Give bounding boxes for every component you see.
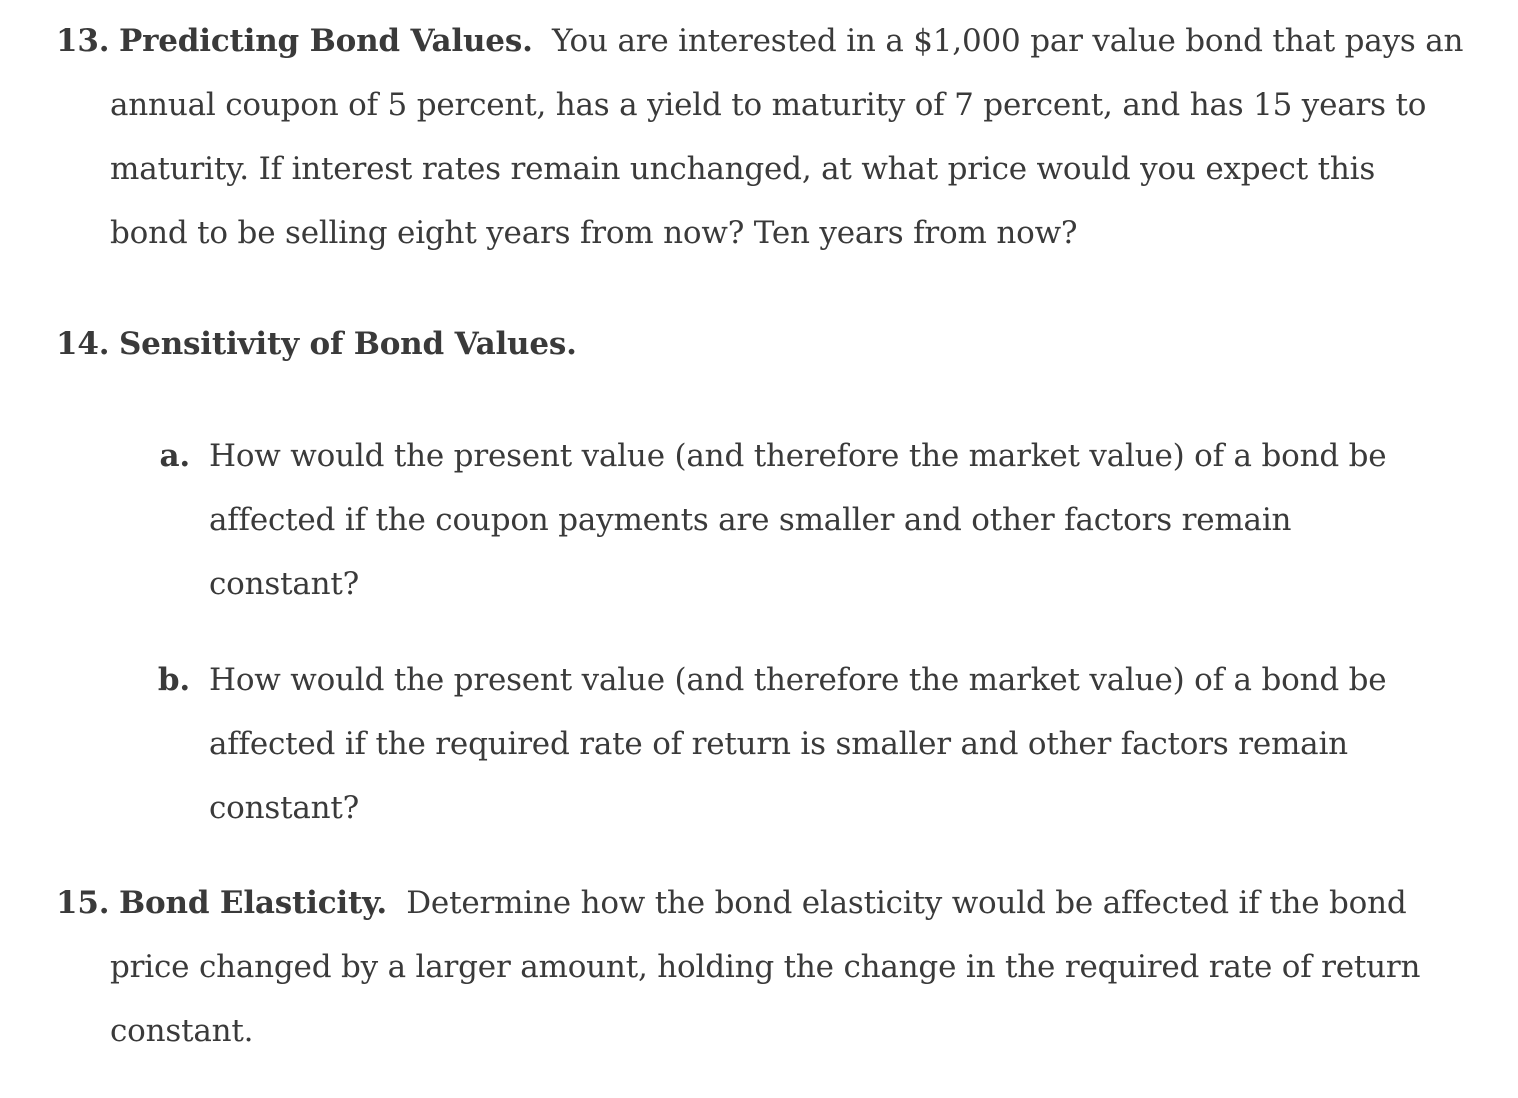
problem-text-line: annual coupon of 5 percent, has a yield to maturity of 7 percent, and has 15 years to bbox=[110, 87, 1427, 123]
problem-text-line: bond to be selling eight years from now? Ten years from now? bbox=[110, 215, 1078, 251]
problem-number: 15. bbox=[56, 885, 110, 921]
subitem-text bbox=[209, 648, 1450, 840]
subitem-text-line: constant? bbox=[209, 566, 360, 602]
subitem-text-line: constant? bbox=[209, 790, 360, 826]
problem-text-line: You are interested in a $1,000 par value bond that pays an bbox=[551, 23, 1464, 59]
problem-14-subitem-a bbox=[150, 424, 1450, 616]
problem-number: 13. bbox=[56, 23, 110, 59]
problem-text-line: price changed by a larger amount, holding the change in the required rate of return bbox=[110, 949, 1421, 985]
subitem-text bbox=[209, 424, 1450, 616]
problem-14-first-line bbox=[56, 312, 1456, 376]
problem-15-first-line bbox=[56, 871, 1456, 935]
subitem-text-line: How would the present value (and therefore the market value) of a bond be bbox=[209, 438, 1387, 474]
problem-title: Sensitivity of Bond Values. bbox=[119, 326, 577, 362]
subitem-text-line: affected if the required rate of return is smaller and other factors remain bbox=[209, 726, 1348, 762]
problem-title: Bond Elasticity. bbox=[119, 885, 387, 921]
problem-13 bbox=[56, 9, 1464, 265]
subitem-text-line: How would the present value (and therefore the market value) of a bond be bbox=[209, 662, 1387, 698]
problem-number: 14. bbox=[56, 326, 110, 362]
problem-14 bbox=[56, 312, 1456, 376]
subitem-letter: b. bbox=[157, 662, 190, 698]
problem-text-line: maturity. If interest rates remain unchanged, at what price would you expect this bbox=[110, 151, 1376, 187]
problem-14-subitem-b bbox=[150, 648, 1450, 840]
problem-text-line: constant. bbox=[110, 1013, 254, 1049]
problem-15 bbox=[56, 871, 1456, 1063]
problem-text-line: Determine how the bond elasticity would be affected if the bond bbox=[406, 885, 1407, 921]
problem-13-first-line bbox=[56, 9, 1464, 73]
subitem-letter: a. bbox=[159, 438, 190, 474]
problem-title: Predicting Bond Values. bbox=[119, 23, 533, 59]
subitem-text-line: affected if the coupon payments are smaller and other factors remain bbox=[209, 502, 1292, 538]
